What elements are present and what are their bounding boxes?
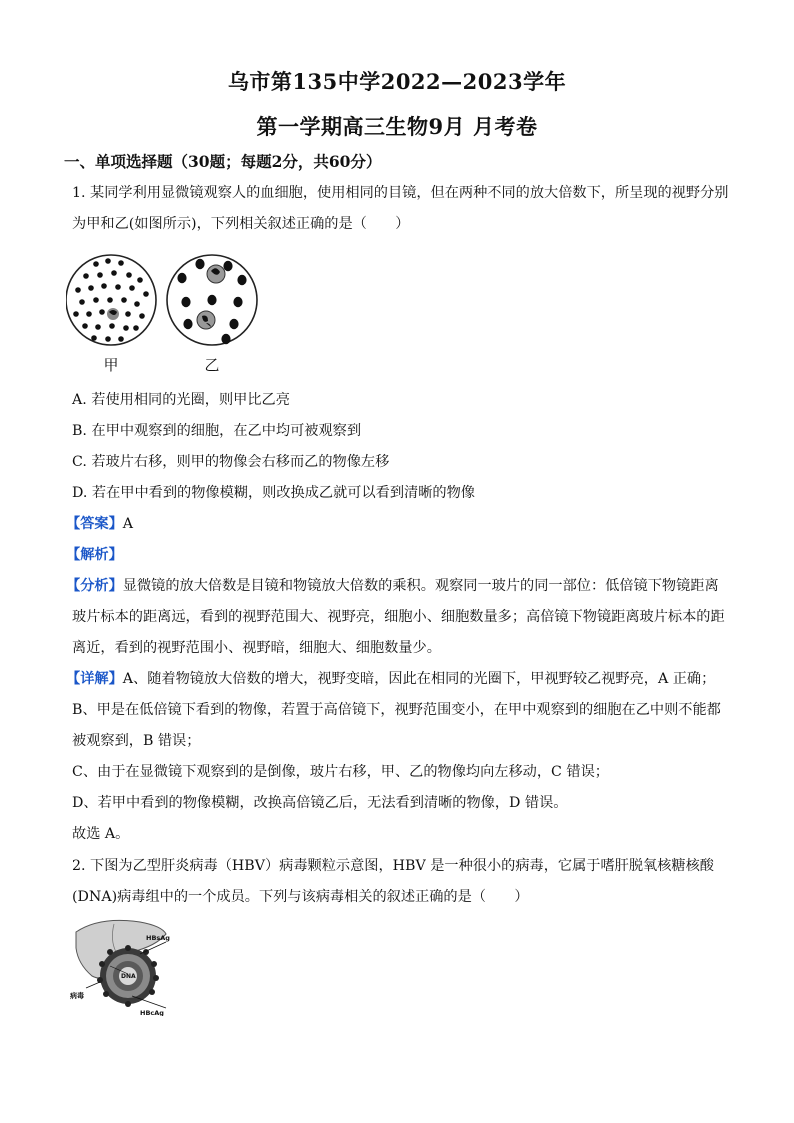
label-virus: 病毒 <box>70 992 84 1000</box>
xiangjie-text-1: A、随着物镜放大倍数的增大，视野变暗，因此在相同的光圈下，甲视野较乙视野亮，A 正确； <box>122 671 716 687</box>
q1-answer <box>66 514 718 534</box>
q1-option-d: D. 若在甲中看到的物像模糊，则改换成乙就可以看到清晰的物像 <box>72 485 475 501</box>
field-jia-cells <box>73 258 149 342</box>
fenxi-text-1: 显微镜的放大倍数是目镜和物镜放大倍数的乘积。观察同一玻片的同一部位：低倍镜下物镜距离 <box>122 578 719 594</box>
q1-xiangjie-line3: 被观察到，B 错误； <box>72 733 201 749</box>
q1-conclusion: 故选 A。 <box>72 826 130 842</box>
answer-tag: 【答案】 <box>66 516 123 532</box>
q1-fenxi-line1 <box>66 576 718 596</box>
analysis-tag: 【解析】 <box>66 547 123 563</box>
field-jia-leukocyte <box>107 308 119 320</box>
q1-xiangjie-line4: C、由于在显微镜下观察到的是倒像，玻片右移，甲、乙的物像均向左移动，C 错误； <box>72 764 609 780</box>
q1-option-b: B. 在甲中观察到的细胞，在乙中均可被观察到 <box>72 423 362 439</box>
q1-xiangjie-line1 <box>66 669 718 689</box>
q1-option-c: C. 若玻片右移，则甲的物像会右移而乙的物像左移 <box>72 454 390 470</box>
label-dna: DNA <box>121 973 136 980</box>
label-hbcag: HBcAg <box>140 1009 164 1016</box>
q1-fenxi-line2: 玻片标本的距离远，看到的视野范围大、视野亮，细胞小、细胞数量多；高倍镜下物镜距离玻片标本的距 <box>72 609 725 625</box>
q1-xiangjie-line5: D、若甲中看到的物像模糊，改换高倍镜乙后，无法看到清晰的物像，D 错误。 <box>72 795 568 811</box>
q1-microscope-figure <box>66 244 266 376</box>
q1-xiangjie-line2: B、甲是在低倍镜下看到的物像，若置于高倍镜下，视野范围变小，在甲中观察到的细胞在乙中则不能都 <box>72 702 721 718</box>
label-hbsag: HBsAg <box>146 934 170 942</box>
q1-stem-line1: 1. 某同学利用显微镜观察人的血细胞，使用相同的目镜，但在两种不同的放大倍数下，所呈现的视野分别 <box>72 185 729 201</box>
q1-analysis-heading <box>66 545 718 565</box>
q1-fenxi-line3: 离近，看到的视野范围小、视野暗，细胞大、细胞数量少。 <box>72 640 441 656</box>
answer-value: A <box>122 516 134 532</box>
q1-stem-line2: 为甲和乙(如图所示)，下列相关叙述正确的是（ ） <box>72 216 410 232</box>
exam-title-line1: 乌市第135中学2022—2023学年 <box>227 69 567 94</box>
q1-option-a: A. 若使用相同的光圈，则甲比乙亮 <box>72 392 290 408</box>
q2-stem-line1: 2. 下图为乙型肝炎病毒（HBV）病毒颗粒示意图，HBV 是一种很小的病毒，它属于嗜肝脱氧核糖核酸 <box>72 858 714 874</box>
field-jia-label: 甲 <box>103 356 119 374</box>
q2-stem-line2: (DNA)病毒组中的一个成员。下列与该病毒相关的叙述正确的是（ ） <box>72 889 529 905</box>
xiangjie-tag: 【详解】 <box>66 671 123 687</box>
exam-title-line2: 第一学期高三生物9月 月考卷 <box>256 114 538 139</box>
q2-hbv-figure <box>70 912 174 1016</box>
field-yi-label: 乙 <box>204 356 220 374</box>
fenxi-tag: 【分析】 <box>66 578 123 594</box>
section-heading: 一、单项选择题（30题；每题2分，共60分） <box>64 152 382 171</box>
